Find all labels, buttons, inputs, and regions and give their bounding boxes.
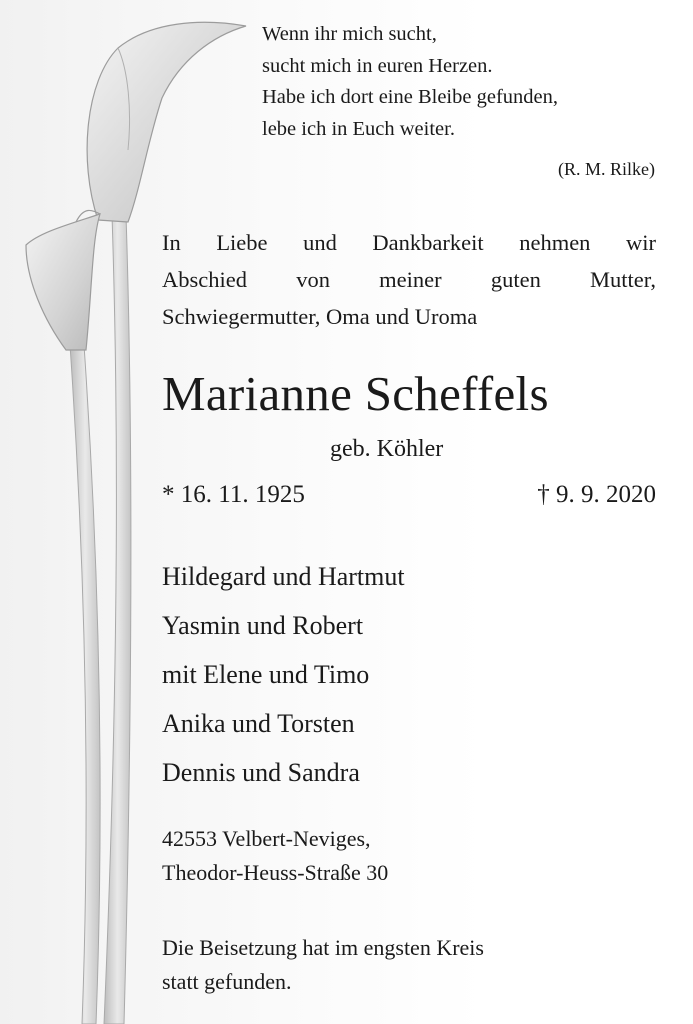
poem-line: Habe ich dort eine Bleibe gefunden, [262,86,558,108]
family-member: Hildegard und Hartmut [162,562,405,591]
poem-line: sucht mich in euren Herzen. [262,54,493,77]
birth-date: * 16. 11. 1925 [162,481,305,508]
family-member: mit Elene und Timo [162,660,370,689]
deceased-name: Marianne Scheffels [162,366,549,421]
poem [262,19,558,145]
family-member: Anika und Torsten [162,709,355,738]
burial-line: Die Beisetzung hat im engsten Kreis [162,935,484,960]
family-member: Yasmin und Robert [162,611,364,640]
address-line: Theodor-Heuss-Straße 30 [162,860,389,885]
poem-source: (R. M. Rilke) [558,159,655,179]
intro-text [162,224,656,335]
death-date: † 9. 9. 2020 [537,481,656,508]
burial-line: statt gefunden. [162,969,292,994]
family-member: Dennis und Sandra [162,758,360,787]
maiden-name: geb. Köhler [330,436,444,462]
intro-line: Abschied von meiner guten Mutter, [162,267,656,292]
poem-line: lebe ich in Euch weiter. [262,117,455,140]
address [162,822,388,890]
burial-note [162,931,484,999]
intro-line: In Liebe und Dankbarkeit nehmen wir [162,230,656,255]
poem-line: Wenn ihr mich sucht, [262,23,437,45]
intro-line: Schwiegermutter, Oma und Uroma [162,304,478,329]
address-line: 42553 Velbert-Neviges, [162,826,371,851]
family-list [162,552,405,797]
